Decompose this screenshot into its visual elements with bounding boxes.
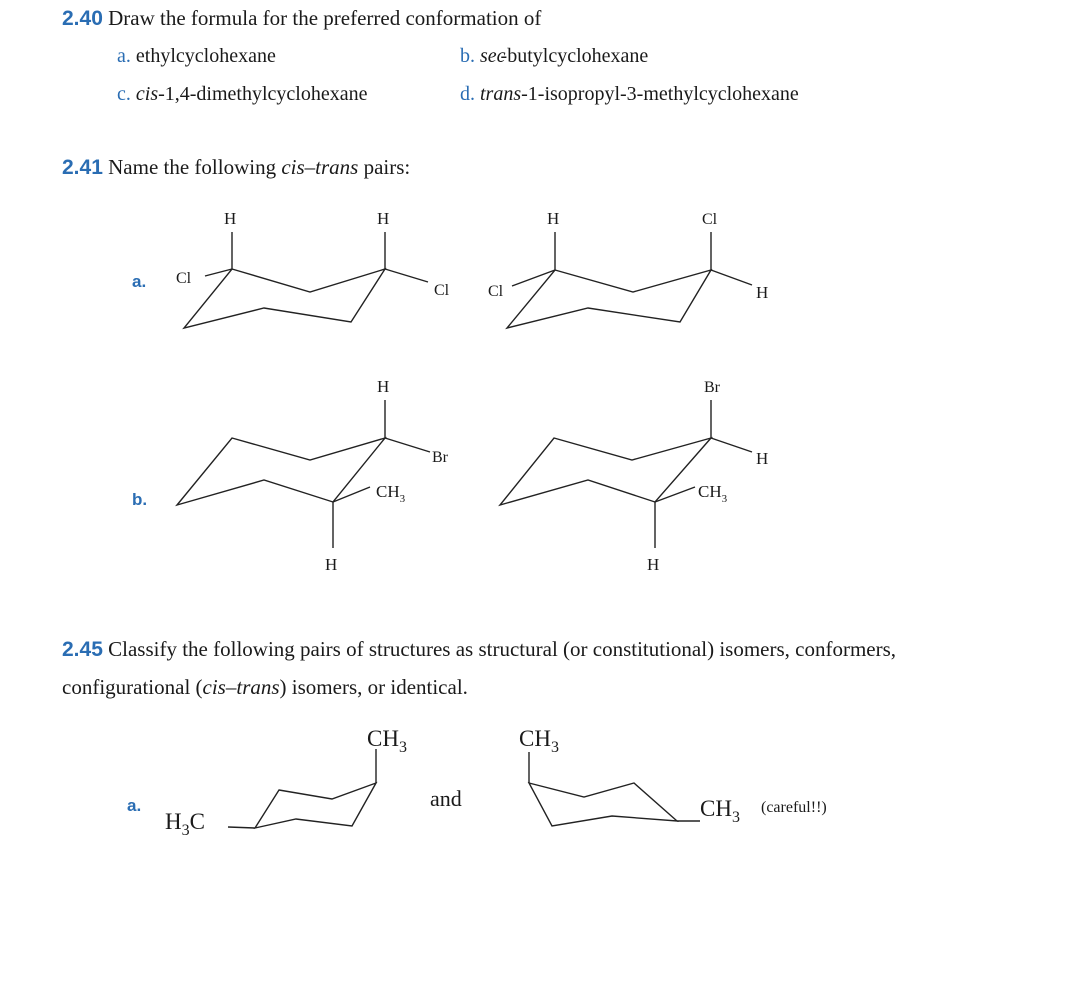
option-prefix: trans bbox=[480, 83, 522, 105]
question-2-45-line1 bbox=[62, 637, 896, 662]
atom-h: H bbox=[756, 449, 769, 468]
chair-b-left bbox=[177, 377, 449, 574]
atom-h: H bbox=[377, 209, 390, 228]
atom-cl: Cl bbox=[702, 211, 718, 228]
question-number: 2.41 bbox=[62, 156, 103, 179]
option-text: -1,4-dimethylcyclohexane bbox=[158, 83, 368, 105]
chair-a-right bbox=[488, 209, 768, 328]
question-number: 2.40 bbox=[62, 7, 103, 30]
option-label: b. bbox=[460, 45, 475, 67]
atom-h: H bbox=[224, 209, 237, 228]
option-label: a. bbox=[117, 45, 131, 67]
question-text-italic: cis–trans bbox=[281, 155, 359, 179]
chair-245-right bbox=[519, 726, 827, 826]
option-text: -1-isopropyl-3-methylcyclohexane bbox=[521, 83, 799, 105]
atom-cl: Cl bbox=[488, 283, 504, 300]
atom-h: H bbox=[756, 283, 769, 302]
atom-br: Br bbox=[432, 449, 448, 466]
atom-cl: Cl bbox=[176, 270, 192, 287]
atom-h: H bbox=[377, 377, 390, 396]
atom-br: Br bbox=[704, 379, 720, 396]
question-number: 2.45 bbox=[62, 638, 103, 661]
question-text-end: pairs: bbox=[363, 155, 411, 179]
question-text-italic: cis–trans bbox=[202, 675, 280, 699]
and-text: and bbox=[430, 786, 462, 811]
chair-a-left bbox=[176, 209, 450, 328]
option-label: d. bbox=[460, 83, 475, 105]
chair-b-right bbox=[500, 379, 768, 574]
part-a-label: a. bbox=[132, 272, 147, 291]
atom-ch3: $CH_3$ bbox=[376, 482, 406, 505]
careful-note: (careful!!) bbox=[761, 799, 827, 816]
question-text: configurational ( bbox=[62, 675, 203, 699]
part-b-label: b. bbox=[132, 490, 148, 509]
option-prefix: sec bbox=[480, 45, 506, 67]
structures-2-45 bbox=[0, 700, 1080, 1000]
atom-h3c: $H_3C$ bbox=[165, 809, 205, 839]
atom-ch3: $CH_3$ bbox=[519, 726, 559, 756]
atom-h: H bbox=[325, 555, 338, 574]
atom-h: H bbox=[547, 209, 560, 228]
option-text: -butylcyclohexane bbox=[500, 45, 649, 67]
question-text: Classify the following pairs of structures as structural (or constitutional) isomers, conformers, bbox=[108, 637, 897, 661]
atom-cl: Cl bbox=[434, 282, 450, 299]
question-text-end: ) isomers, or identical. bbox=[279, 675, 468, 699]
atom-ch3: $CH_3$ bbox=[698, 482, 728, 505]
question-text: Draw the formula for the preferred conformation of bbox=[108, 6, 542, 30]
option-label: c. bbox=[117, 83, 131, 105]
chair-245-left bbox=[165, 726, 407, 839]
atom-ch3: $CH_3$ bbox=[700, 796, 740, 826]
atom-h: H bbox=[647, 555, 660, 574]
question-2-45-line2 bbox=[62, 675, 468, 700]
option-prefix: cis bbox=[135, 83, 159, 105]
option-text: ethylcyclohexane bbox=[135, 45, 276, 67]
part-a-label: a. bbox=[127, 796, 142, 815]
atom-ch3: $CH_3$ bbox=[367, 726, 407, 756]
question-text: Name the following bbox=[108, 155, 277, 179]
